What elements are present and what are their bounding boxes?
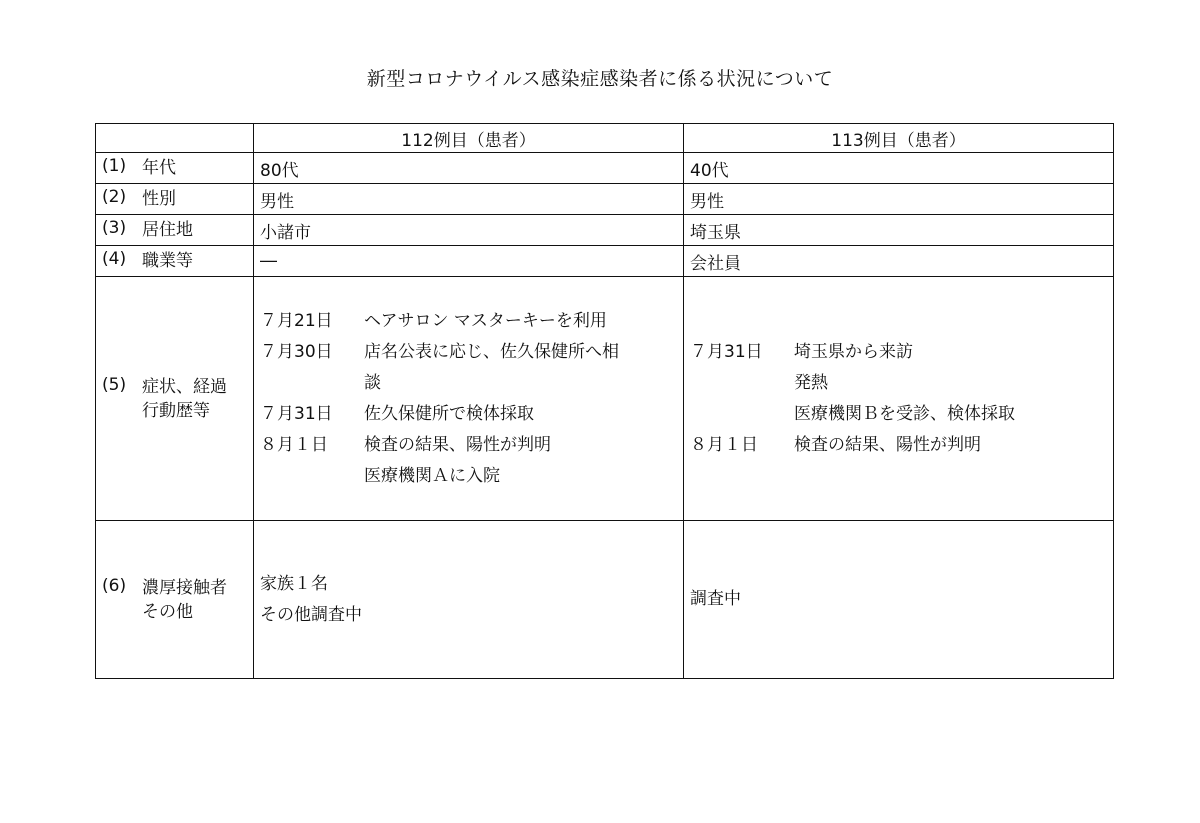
entry-date: ７月31日 xyxy=(260,403,333,424)
cell-occupation-case-112: ― xyxy=(254,246,684,277)
cell-sex-case-113: 男性 xyxy=(684,184,1114,215)
row-label-residence xyxy=(96,215,254,246)
history-entry xyxy=(260,306,677,337)
row-number: (2) xyxy=(102,187,127,207)
column-header-case-112: 112例目（患者） xyxy=(254,124,684,153)
row-label-text: 職業等 xyxy=(142,251,193,271)
entry-date: ８月１日 xyxy=(690,434,758,455)
document-title: 新型コロナウイルス感染症感染者に係る状況について xyxy=(366,68,834,90)
history-entry xyxy=(260,430,677,461)
cell-residence-case-112: 小諸市 xyxy=(254,215,684,246)
row-label-age xyxy=(96,153,254,184)
history-entry xyxy=(690,337,1107,368)
column-header-case-113: 113例目（患者） xyxy=(684,124,1114,153)
cell-contacts-case-112 xyxy=(254,521,684,679)
history-entry xyxy=(690,399,1107,430)
row-label-text: 性別 xyxy=(142,189,176,209)
row-age xyxy=(96,153,1114,184)
history-entry xyxy=(690,368,1107,399)
row-label-text-line2: 行動歴等 xyxy=(142,400,210,421)
history-entry xyxy=(690,430,1107,461)
case-status-table xyxy=(95,123,1114,679)
entry-date xyxy=(690,399,794,430)
row-label-text-line1: 症状、経過 xyxy=(142,376,227,397)
cell-residence-case-113: 埼玉県 xyxy=(684,215,1114,246)
row-number: (1) xyxy=(102,156,127,176)
cell-age-case-112: 80代 xyxy=(254,153,684,184)
cell-contacts-case-113 xyxy=(684,521,1114,679)
cell-occupation-case-113: 会社員 xyxy=(684,246,1114,277)
entry-text: 談 xyxy=(364,372,381,393)
entry-text: 医療機関Ａに入院 xyxy=(364,465,500,486)
row-occupation xyxy=(96,246,1114,277)
row-label-text: 居住地 xyxy=(142,220,193,240)
history-entry xyxy=(260,461,677,492)
row-label-sex xyxy=(96,184,254,215)
row-number: (6) xyxy=(102,575,127,596)
entry-text: 店名公表に応じ、佐久保健所へ相 xyxy=(364,341,619,362)
cell-history-case-113 xyxy=(684,277,1114,521)
entry-date: ７月21日 xyxy=(260,310,333,331)
entry-text: 検査の結果、陽性が判明 xyxy=(794,434,981,455)
row-label-text-line2: その他 xyxy=(142,601,193,622)
entry-text: 医療機関Ｂを受診、検体採取 xyxy=(794,403,1015,424)
row-number: (4) xyxy=(102,249,127,269)
contacts-line: 家族１名 xyxy=(260,573,328,594)
row-sex xyxy=(96,184,1114,215)
row-number: (3) xyxy=(102,218,127,238)
entry-date xyxy=(260,461,364,492)
cell-history-case-112 xyxy=(254,277,684,521)
row-label-text-line1: 濃厚接触者 xyxy=(142,577,227,598)
contacts-line: その他調査中 xyxy=(260,604,362,625)
row-label-text: 年代 xyxy=(142,158,176,178)
entry-text: 検査の結果、陽性が判明 xyxy=(364,434,551,455)
row-contacts xyxy=(96,521,1114,679)
entry-date xyxy=(690,368,794,399)
entry-date: ７月30日 xyxy=(260,341,333,362)
history-entry xyxy=(260,368,677,399)
entry-text: 埼玉県から来訪 xyxy=(794,341,913,362)
contacts-line: 調査中 xyxy=(690,589,741,609)
row-residence xyxy=(96,215,1114,246)
history-entry xyxy=(260,337,677,368)
header-empty-cell xyxy=(96,124,254,153)
row-history xyxy=(96,277,1114,521)
entry-text: 佐久保健所で検体採取 xyxy=(364,403,534,424)
entry-text: 発熱 xyxy=(794,372,828,393)
entry-date: ７月31日 xyxy=(690,341,763,362)
row-label-history xyxy=(96,277,254,521)
table-header-row xyxy=(96,124,1114,153)
entry-text: ヘアサロン マスターキーを利用 xyxy=(364,310,607,331)
row-label-occupation xyxy=(96,246,254,277)
entry-date xyxy=(260,368,364,399)
cell-sex-case-112: 男性 xyxy=(254,184,684,215)
cell-age-case-113: 40代 xyxy=(684,153,1114,184)
row-number: (5) xyxy=(102,374,127,395)
history-entry xyxy=(260,399,677,430)
row-label-contacts xyxy=(96,521,254,679)
entry-date: ８月１日 xyxy=(260,434,328,455)
